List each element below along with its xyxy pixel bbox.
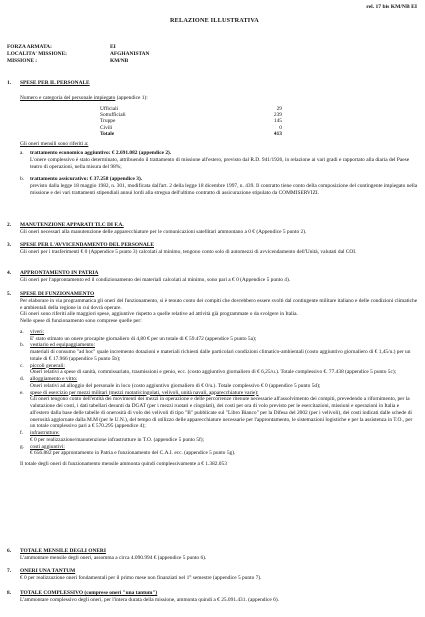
personnel-category: Totale — [100, 131, 115, 138]
item-text: Oneri relativi a spese di sanità, commissariato, trasmissioni e genio, ecc. (costo aggiuntivo giornaliero di € 6,25/u.). Totale complessivo €. 77.438 (appendice 5 punto 5c); — [30, 369, 397, 376]
item-text: € 656.882 per approntamento in Patria e funzionamento del C.A.I. ecc. (appendice 5 punto 5g). — [30, 450, 236, 457]
list-item — [20, 390, 419, 431]
section-grand-total — [7, 590, 419, 604]
item-text: L'onere complessivo è stato determinato, attribuendo il trattamento di missione all'estero, previsto dal R.D. 941/1926, in relazione ai vari gradi e rapportato alla diaria del Paese teatro di operazioni, nella misura del 98%; — [30, 156, 410, 170]
list-item — [20, 150, 419, 170]
section-text: € 0 per realizzazione oneri fondamentali per il primo mese non finanziati nel 1° semestre (appendice 5 punto 7). — [20, 574, 262, 581]
document-reference: rel. 17 bis KM/NB EI — [366, 4, 417, 10]
personnel-category: Sottufficiali — [100, 111, 126, 118]
item-text: € 0 per realizzazione/manutenzione infrastrutture in T.O. (appendice 5 punto 5f); — [30, 436, 205, 443]
section-number: 6. — [7, 548, 12, 554]
section-paragraph: Per elaborare in via programmatica gli oneri del funzionamento, si è tenuto conto dei compiti che dovrebbero essere svolti dal contingente militare italiano e delle condizioni climatiche e ambientali della regione in cui dovrà operare. — [20, 297, 418, 311]
section-number: 4. — [7, 270, 12, 276]
section-text: Gli oneri necessari alla manutenzione delle apparecchiature per le comunicazioni satellitari ammontano a 0 € (Appendice 5 punto 2). — [20, 228, 307, 235]
item-lead: trattamento economico aggiuntivo: € 2.691.082 (appendice 2). — [30, 150, 172, 157]
header-value: KM/NB — [110, 58, 129, 64]
item-lead: piccoli generali: — [30, 362, 65, 369]
item-letter: b. — [20, 342, 25, 349]
section-home-preparation — [7, 270, 419, 284]
item-letter: g. — [20, 443, 25, 450]
item-text: previsto dalla legge 18 maggio 1982, n. 301, modificata dall'art. 2 della legge 18 dicembre 1997, n. 439. Il contratto tiene conto della composizione del contingente impiegato nella missione e dei vari trattamenti stipendiali annui lordi alla stregua dell'ultimo contratto di assicurazione stipulato da COMMISERVIZI. — [30, 183, 418, 196]
section-number: 8. — [7, 590, 12, 596]
personnel-intro-tail: (appendice 1): — [115, 94, 148, 101]
section-personnel-rotation — [7, 242, 419, 256]
section-number: 5. — [7, 291, 12, 297]
personnel-total-row — [100, 131, 350, 137]
list-item — [20, 329, 419, 343]
item-lead: spese di esercizio per mezzi militari (mezzi ruotati/cingolati, velivoli, unità navali, apparecchiature varie): — [30, 389, 259, 396]
header-row-armed-force — [7, 44, 267, 51]
header-value: EI — [110, 44, 116, 50]
item-letter: f. — [20, 430, 24, 436]
item-lead: infrastrutture: — [30, 430, 60, 436]
personnel-category: Ufficiali — [100, 105, 119, 112]
charges-intro: Gli oneri mensili sono riferiti a: — [20, 141, 89, 148]
header-value: AFGHANISTAN — [110, 51, 150, 57]
section-title: SPESE PER L'AVVICENDAMENTO DEL PERSONALE — [20, 242, 154, 248]
item-lead: viveri: — [30, 328, 45, 335]
item-lead: vestiario ed equipaggiamento: — [30, 342, 95, 349]
section-title: TOTALE MENSILE DEGLI ONERI — [20, 548, 106, 554]
section-operating-costs — [7, 291, 419, 468]
section-number: 1. — [7, 80, 12, 86]
section-text: Gli oneri per i trasferimenti € 0 (Appendice 5 punto 3) calcolati al minimo, tengono conto solo di automezzi di avvicendamento dell'Unità, valutati dal COI. — [20, 248, 357, 255]
section-title: TOTALE COMPLESSIVO (comprese oneri "una tantum") — [20, 590, 158, 596]
list-item — [20, 430, 419, 444]
section-personnel — [7, 80, 419, 197]
mission-header — [7, 44, 267, 65]
section-title: SPESE PER IL PERSONALE — [20, 80, 90, 86]
personnel-count: 29 — [276, 105, 282, 112]
section-paragraph: Nelle spese di funzionamento sono comprese quelle per: — [20, 318, 142, 324]
section-title: MANUTENZIONE APPARATI TLC DI F.A. — [20, 222, 124, 228]
personnel-intro — [20, 95, 419, 102]
item-lead: alloggiamento e vitto: — [30, 376, 78, 382]
item-letter: e. — [20, 389, 24, 396]
item-lead: trattamento assicurativo: € 37.258 (appendice 3). — [30, 176, 143, 183]
item-letter: d. — [20, 376, 25, 382]
item-letter: b. — [20, 176, 25, 183]
item-text: materiali di consumo "ad hoc" quale incremento dotazioni e materiali richiesti dalle particolari condizioni climatico-ambientali (costo aggiuntivo giornaliero di € 1,45/u.) per un totale di € 17.966 (appendice 5 punto 5b); — [30, 349, 411, 362]
list-item — [20, 376, 419, 390]
section-title: SPESE DI FUNZIONAMENTO — [20, 291, 95, 297]
personnel-count: 145 — [273, 118, 282, 125]
personnel-count: 413 — [273, 131, 282, 138]
header-key: FORZA ARMATA: — [7, 44, 52, 50]
item-text: E' stato stimato un onere procapite giornaliero di 4,80 € per un totale di € 59.472 (appendice 5 punto 5a); — [30, 335, 257, 342]
item-text: Gli oneri tengono conto dell'entità dei movimenti dei mezzi in operazione e delle percorrenze ritenute necessarie all'assolvimento dei compiti, prevedendo a rifornimento, per la valutazione dei costi, i dati tabellari desunti da DGAT (per i mezzi ruotati e cingolati), dei costi per ora di volo previsto per le esercitazioni, missioni e operazioni in Italia e all'estero dalla base delle tabelle di onerosità di volo dei velivoli di tipo "B" pubblicate sul "Libro Bianco" per la Difesa del 2002 (per i velivoli), dei costi indicati dalle schede di onerosità aggiornate dalla M.M (per le U.N.), del tempo di utilizzo delle apparecchiature necessarie per l'approntamento, le sistemazioni logistiche e per la assistenza in T.O., per un totale complessivo pari a € 570.295 (appendice 4); — [30, 396, 413, 430]
item-letter: c. — [20, 362, 24, 369]
list-item — [20, 342, 419, 362]
item-lead: costi aggiuntivi: — [30, 443, 65, 450]
personnel-intro-underlined: Numero e categoria del personale impiegato — [20, 94, 116, 101]
section-title: ONERI UNA TANTUM — [20, 568, 76, 574]
item-letter: a. — [20, 328, 24, 335]
section-text: L'ammontare complessivo degli oneri, per l'intera durata della missione, ammonta quindi a € 25.091.431. (appendice 6). — [20, 596, 279, 603]
section-paragraph: Gli oneri sono riferiti alle maggiori spese, aggiuntive rispetto a quelle relative ad attività già programmate o da svolgere in Italia. — [20, 311, 298, 318]
section-number: 7. — [7, 568, 12, 574]
item-text: Oneri relativi ad alloggio del personale in loco (costo aggiuntivo giornaliero di € 0/u.). Totale complessivo € 0 (appendice 5 punto 5d); — [30, 382, 321, 389]
section-number: 3. — [7, 242, 12, 248]
personnel-count: 0 — [279, 124, 282, 131]
personnel-category: Truppe — [100, 118, 116, 125]
section-tlc-maintenance — [7, 222, 419, 236]
section-number: 2. — [7, 222, 12, 228]
personnel-count: 239 — [273, 111, 282, 118]
header-row-location — [7, 51, 267, 58]
header-row-mission — [7, 58, 267, 65]
personnel-category: Civili — [100, 124, 113, 131]
section-one-off-charges — [7, 568, 419, 582]
document-title: RELAZIONE ILLUSTRATIVA — [170, 17, 259, 24]
header-key: MISSIONE : — [7, 58, 38, 64]
header-key: LOCALITA' MISSIONE: — [7, 51, 67, 57]
operating-costs-total: Il totale degli oneri di funzionamento mensile ammonta quindi complessivamente a € 1.382.053 — [20, 461, 227, 467]
item-letter: a. — [20, 150, 24, 157]
list-item — [20, 176, 419, 196]
personnel-table — [100, 106, 419, 138]
section-title: APPRONTAMENTO IN PATRIA — [20, 270, 99, 276]
section-monthly-total — [7, 548, 419, 562]
list-item — [20, 444, 419, 458]
list-item — [20, 363, 419, 377]
section-text: L'ammontare mensile degli oneri, assomma a circa 4.090.994 € (appendice 5 punto 6). — [20, 554, 207, 561]
section-text: Gli oneri per l'approntamento ed il condizionamento dei materiali calcolati al minimo, sono pari a € 0 (Appendice 5 punto 4). — [20, 276, 291, 283]
